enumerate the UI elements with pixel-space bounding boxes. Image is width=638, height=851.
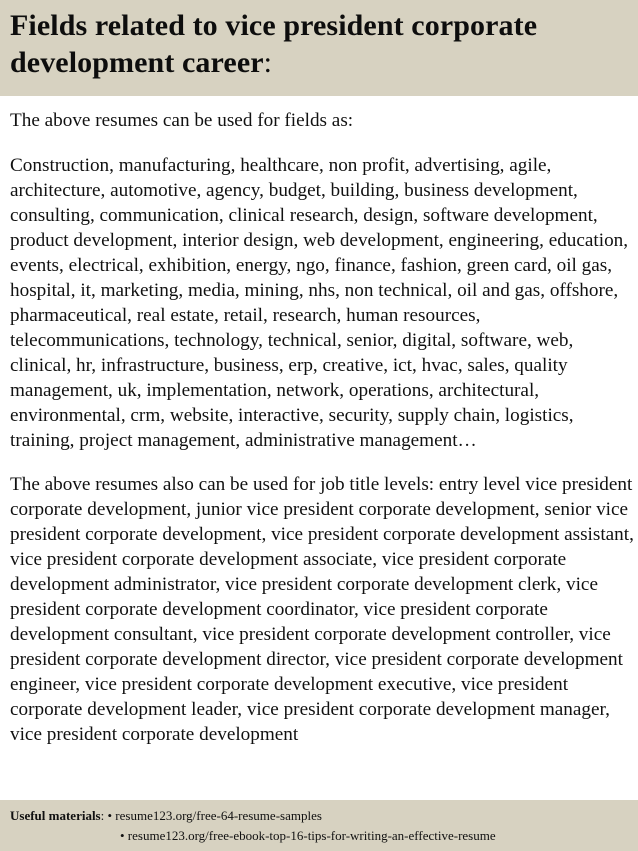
resume-samples-link[interactable]: • resume123.org/free-64-resume-samples [107, 808, 322, 823]
useful-materials-label [10, 808, 101, 823]
footer-row-first [10, 806, 628, 826]
intro-paragraph: The above resumes can be used for fields as: [10, 110, 354, 131]
main-content [10, 108, 634, 800]
footer-row-second [10, 826, 628, 846]
page-title-colon: : [263, 46, 273, 79]
useful-materials-colon: : [100, 808, 105, 823]
fields-paragraph: Construction, manufacturing, healthcare, non profit, advertising, agile, architecture, automotive, agency, budget, building, business development, consulting, communication, clinical research, design, software development, product development, interior design, web development, engineering, education, events, electrical, exhibition, energy, ngo, finance, fashion, green card, oil gas, hospital, it, marketing, media, mining, nhs, non technical, oil and gas, offshore, pharmaceutical, real estate, retail, research, human resources, telecommunications, technology, technical, senior, digital, software, web, clinical, hr, infrastructure, business, erp, creative, ict, hvac, sales, quality management, uk, implementation, network, operations, architectural, environmental, crm, website, interactive, security, supply chain, logistics, training, project management, administrative management… [10, 155, 629, 451]
title-banner [0, 0, 638, 96]
useful-materials-footer [0, 800, 638, 851]
page-title-text: Fields related to vice president corporate development career [10, 9, 538, 79]
job-levels-paragraph: The above resumes also can be used for job title levels: entry level vice president corporate development, junior vice president corporate development, senior vice president corporate development, vice president corporate development assistant, vice president corporate development associate, vice president corporate development administrator, vice president corporate development clerk, vice president corporate development coordinator, vice president corporate development consultant, vice president corporate development controller, vice president corporate development director, vice president corporate development engineer, vice president corporate development executive, vice president corporate development leader, vice president corporate development manager, vice president corporate development [10, 474, 634, 745]
page-title [10, 7, 628, 81]
useful-materials-label-text: Useful materials [10, 808, 101, 823]
resume-ebook-link[interactable]: • resume123.org/free-ebook-top-16-tips-for-writing-an-effective-resume [120, 828, 496, 843]
